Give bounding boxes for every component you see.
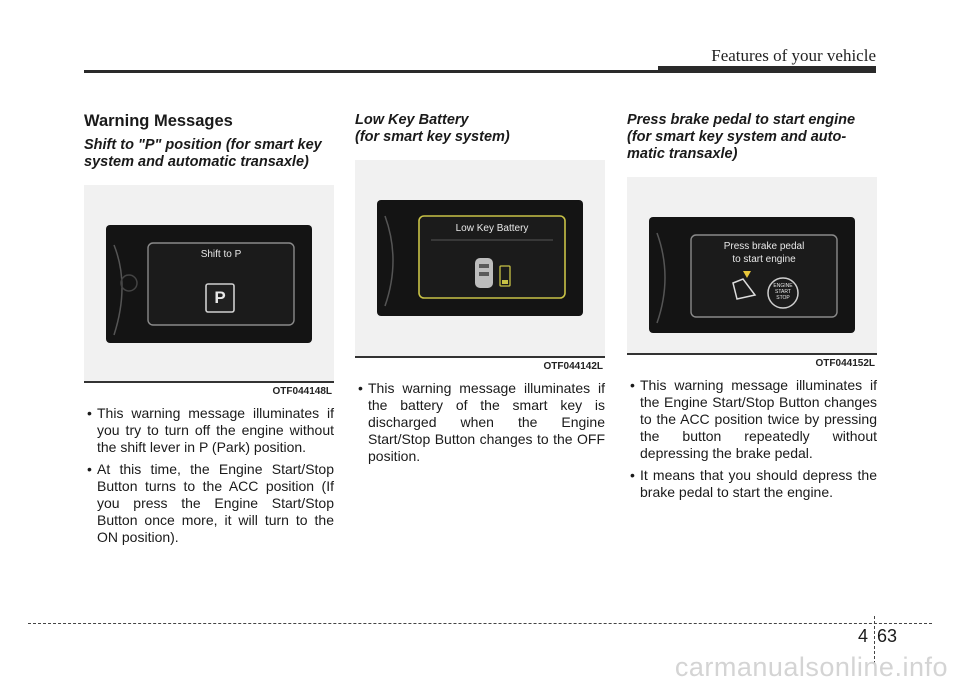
- watermark: carmanualsonline.info: [674, 652, 948, 682]
- cluster-illustration: [627, 177, 877, 353]
- list-item: • This warning message illuminates if the battery of the smart key is discharged when the Engine Start/Stop Button changes to the OFF position.: [355, 380, 605, 465]
- bullet-list: [627, 377, 877, 501]
- engine-button-line-2: START: [775, 289, 791, 295]
- list-item: • It means that you should depress the brake pedal to start the engine.: [627, 467, 877, 501]
- figure-code: OTF044142L: [543, 361, 603, 372]
- column-shift-to-p: [84, 108, 334, 551]
- subheading-low-key-battery-2: (for smart key system): [355, 129, 510, 145]
- engine-button-line-3: STOP: [776, 295, 790, 301]
- header-title: Features of your vehicle: [711, 46, 876, 65]
- page-number: 63: [877, 626, 898, 646]
- screen-text: Low Key Battery: [455, 223, 529, 234]
- screen-text-line-2: to start engine: [732, 254, 796, 265]
- figure-code: OTF044148L: [272, 386, 332, 397]
- subheading-low-key-battery-1: Low Key Battery: [355, 112, 469, 128]
- column-low-key-battery: [355, 108, 605, 470]
- cluster-illustration: [355, 160, 605, 356]
- list-item: • This warning message illuminates if the Engine Start/Stop Button changes to the ACC position twice by pressing the button repeatedly without depressing the brake pedal.: [627, 377, 877, 462]
- subheading-shift-to-p: Shift to "P" position (for smart key system and automatic transaxle): [84, 137, 322, 170]
- column-press-brake: [627, 108, 877, 506]
- list-item: • At this time, the Engine Start/Stop Button turns to the ACC position (If you press the Engine Start/Stop Button once more, it will turn to the ON position).: [84, 461, 334, 546]
- header-rule-accent: [658, 66, 876, 73]
- list-item: • This warning message illuminates if you try to turn off the engine without the shift lever in P (Park) position.: [84, 405, 334, 456]
- section-heading: Warning Messages: [84, 112, 233, 130]
- cluster-illustration: [84, 185, 334, 381]
- section-number: 4: [858, 626, 869, 646]
- engine-button-line-1: ENGINE: [773, 283, 793, 289]
- figure-press-brake: [627, 177, 877, 369]
- engine-button-label: [768, 283, 798, 301]
- screen-text-line-1: Press brake pedal: [723, 241, 805, 252]
- bullet-list: [355, 380, 605, 465]
- figure-shift-to-p: [84, 185, 334, 397]
- gear-indicator: P: [214, 288, 226, 307]
- bullet-list: [84, 405, 334, 546]
- subheading-press-brake: Press brake pedal to start engine (for smart key system and auto- matic transaxle): [627, 112, 856, 162]
- footer-rule: [28, 623, 932, 624]
- screen-text: Shift to P: [200, 249, 242, 260]
- figure-low-key-battery: [355, 160, 605, 372]
- figure-code: OTF044152L: [815, 358, 875, 369]
